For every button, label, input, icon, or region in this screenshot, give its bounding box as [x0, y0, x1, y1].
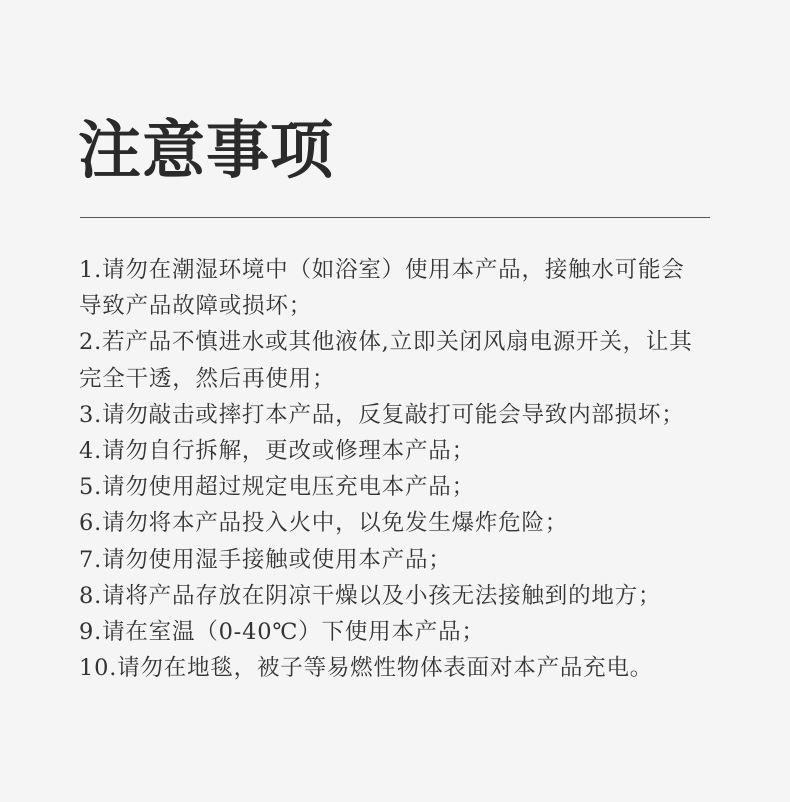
- note-item: [79, 469, 759, 505]
- page-title: 注意事项: [78, 113, 334, 187]
- note-line: 2.若产品不慎进水或其他液体,立即关闭风扇电源开关，让其: [79, 329, 693, 356]
- note-item: [79, 324, 759, 396]
- note-line: 8.请将产品存放在阴凉干燥以及小孩无法接触到的地方；: [79, 582, 662, 609]
- note-item: [79, 433, 759, 469]
- note-line: 5.请勿使用超过规定电压充电本产品；: [79, 474, 475, 501]
- note-line: 4.请勿自行拆解，更改或修理本产品；: [79, 437, 475, 464]
- note-line: 完全干透，然后再使用；: [79, 365, 336, 392]
- note-item: [79, 252, 759, 324]
- note-line: 10.请勿在地毯，被子等易燃性物体表面对本产品充电。: [79, 655, 654, 682]
- note-line: 1.请勿在潮湿环境中（如浴室）使用本产品，接触水可能会: [79, 257, 685, 283]
- note-item: [79, 578, 759, 614]
- note-line: 导致产品故障或损坏；: [79, 293, 313, 320]
- title-divider: [80, 217, 710, 218]
- note-item: [79, 614, 759, 650]
- note-item: [79, 542, 759, 578]
- notes-list: [79, 252, 759, 686]
- note-line: 7.请勿使用湿手接触或使用本产品；: [79, 546, 452, 573]
- note-item: [79, 650, 759, 686]
- note-item: [79, 397, 759, 433]
- note-line: 6.请勿将本产品投入火中，以免发生爆炸危险；: [79, 510, 569, 537]
- note-line: 3.请勿敲击或摔打本产品，反复敲打可能会导致内部损坏；: [79, 401, 685, 428]
- note-line: 9.请在室温（0-40℃）下使用本产品；: [79, 618, 485, 645]
- note-item: [79, 505, 759, 541]
